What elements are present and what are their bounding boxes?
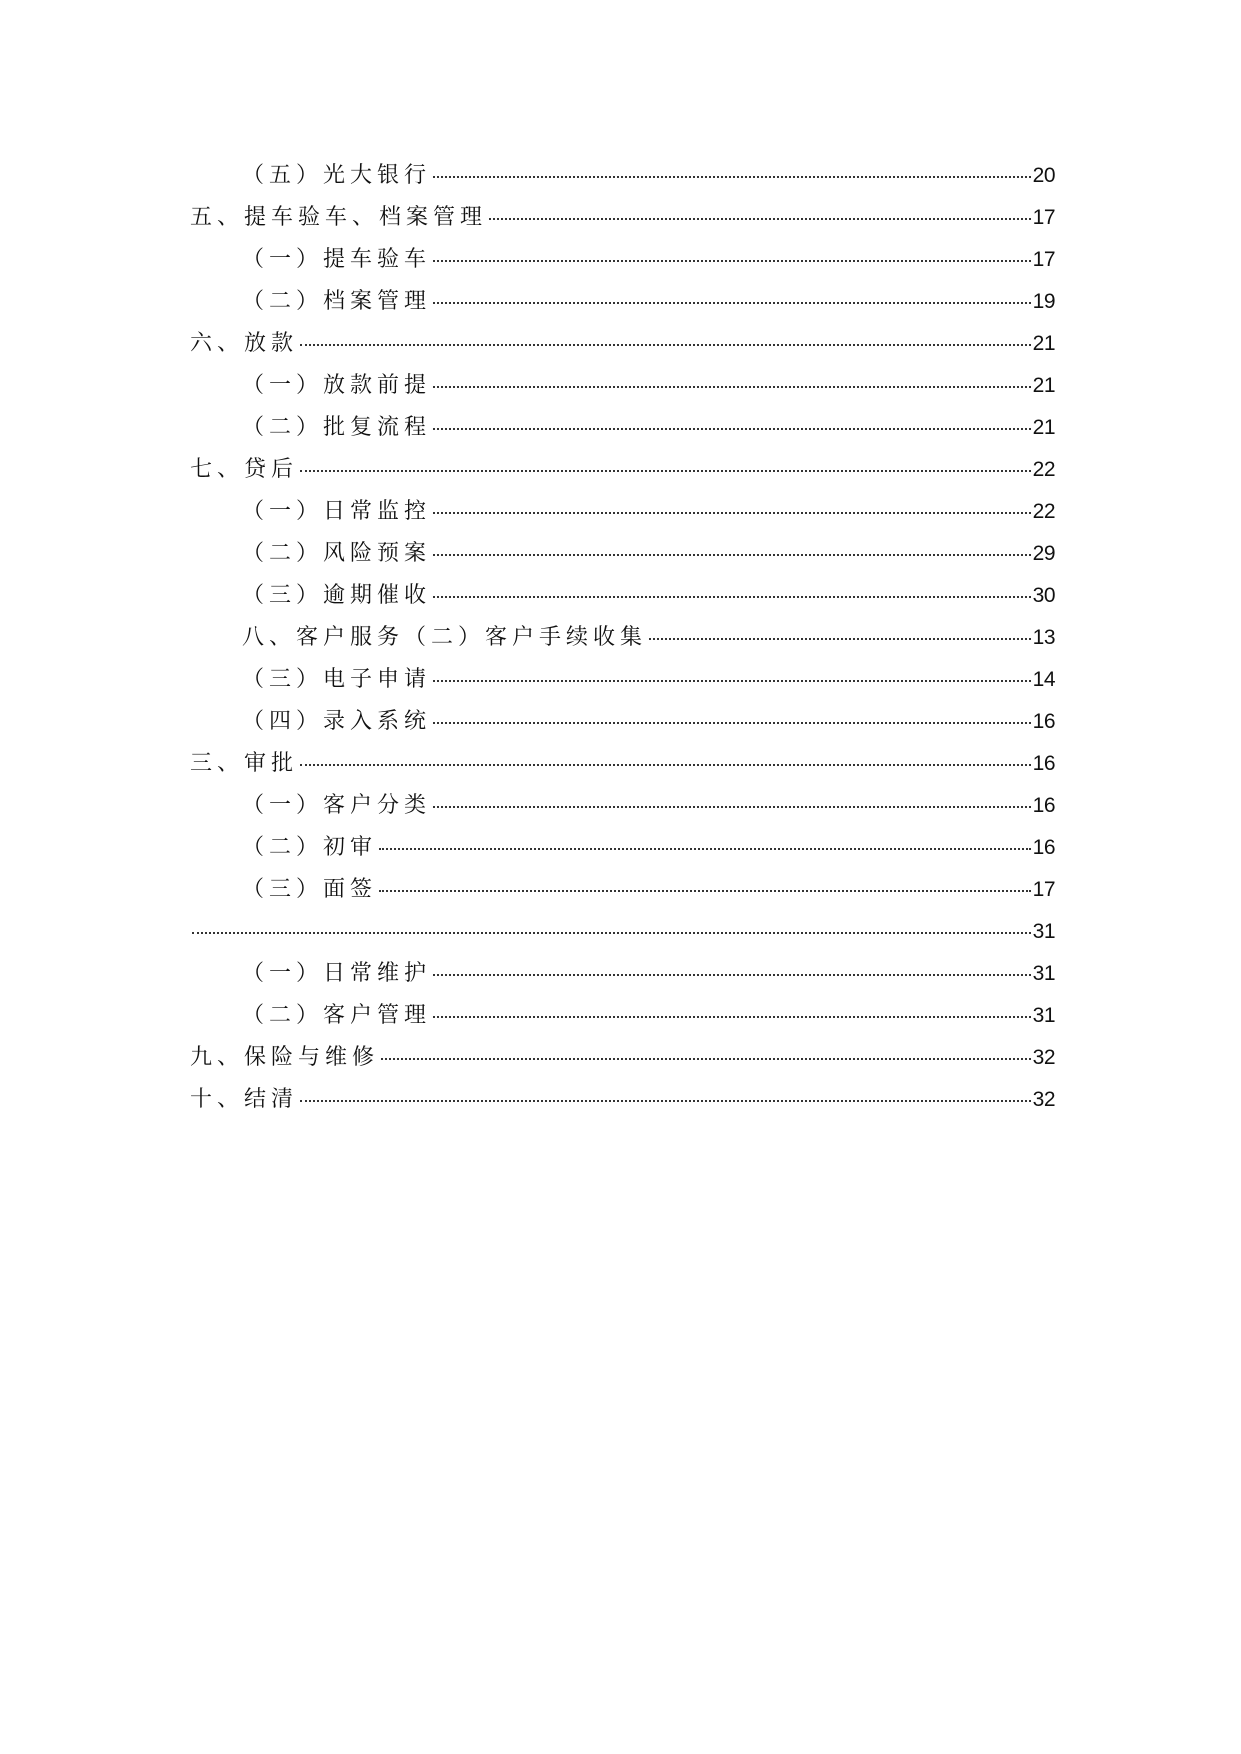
toc-entry-title: （一）客户分类: [242, 793, 432, 818]
table-of-contents: [190, 155, 1055, 1121]
toc-entry[interactable]: [190, 617, 1055, 659]
toc-entry-page: 29: [1032, 542, 1055, 565]
toc-entry-title: （二）风险预案: [242, 541, 432, 566]
toc-entry[interactable]: [190, 491, 1055, 533]
toc-entry-page: 22: [1032, 458, 1055, 481]
toc-entry-page: 17: [1032, 248, 1055, 271]
toc-entry-page: 17: [1032, 206, 1055, 229]
dot-leader: [433, 301, 1031, 304]
toc-entry-page: 32: [1032, 1046, 1055, 1069]
dot-leader: [381, 1057, 1031, 1060]
toc-entry-page: 16: [1032, 752, 1055, 775]
dot-leader: [300, 343, 1031, 346]
dot-leader: [300, 1099, 1031, 1102]
toc-entry[interactable]: [190, 155, 1055, 197]
toc-entry-page: 31: [1032, 1004, 1055, 1027]
toc-entry-page: 22: [1032, 500, 1055, 523]
dot-leader: [433, 721, 1031, 724]
toc-entry-title: （二）档案管理: [242, 289, 432, 314]
dot-leader: [433, 511, 1031, 514]
toc-entry-title: （二）批复流程: [242, 415, 432, 440]
toc-entry[interactable]: [190, 575, 1055, 617]
dot-leader: [433, 805, 1031, 808]
toc-entry[interactable]: [190, 953, 1055, 995]
toc-entry-title: 六、放款: [190, 331, 299, 356]
dot-leader: [433, 259, 1031, 262]
dot-leader: [300, 763, 1031, 766]
toc-entry[interactable]: [190, 365, 1055, 407]
toc-entry[interactable]: [190, 197, 1055, 239]
toc-entry-page: 21: [1032, 332, 1055, 355]
dot-leader: [489, 217, 1031, 220]
dot-leader: [433, 175, 1031, 178]
toc-entry[interactable]: [190, 743, 1055, 785]
toc-entry[interactable]: [190, 827, 1055, 869]
toc-entry-page: 16: [1032, 710, 1055, 733]
dot-leader: [433, 553, 1031, 556]
toc-entry[interactable]: [190, 1079, 1055, 1121]
dot-leader: [433, 385, 1031, 388]
toc-entry-title: 八、客户服务（二）客户手续收集: [242, 625, 648, 650]
toc-entry-title: （四）录入系统: [242, 709, 432, 734]
toc-entry[interactable]: [190, 995, 1055, 1037]
dot-leader: [433, 679, 1031, 682]
toc-entry-title: （一）提车验车: [242, 247, 432, 272]
toc-entry-title: 九、保险与维修: [190, 1045, 380, 1070]
dot-leader: [192, 931, 1031, 934]
toc-entry-page: 16: [1032, 794, 1055, 817]
toc-entry-page: 21: [1032, 374, 1055, 397]
dot-leader: [433, 427, 1031, 430]
toc-entry-title: （三）电子申请: [242, 667, 432, 692]
toc-entry-title: （一）放款前提: [242, 373, 432, 398]
toc-entry-title: 三、审批: [190, 751, 299, 776]
toc-entry[interactable]: [190, 533, 1055, 575]
toc-entry-page: 19: [1032, 290, 1055, 313]
dot-leader: [433, 595, 1031, 598]
toc-entry[interactable]: [190, 281, 1055, 323]
toc-entry[interactable]: [190, 407, 1055, 449]
toc-entry-page: 30: [1032, 584, 1055, 607]
toc-entry-title: （二）初审: [242, 835, 378, 860]
toc-entry[interactable]: [190, 239, 1055, 281]
toc-entry[interactable]: [190, 701, 1055, 743]
dot-leader: [379, 889, 1031, 892]
toc-entry-page: 16: [1032, 836, 1055, 859]
toc-entry-page: 20: [1032, 164, 1055, 187]
dot-leader: [433, 973, 1031, 976]
toc-entry[interactable]: [190, 323, 1055, 365]
dot-leader: [300, 469, 1031, 472]
dot-leader: [649, 637, 1031, 640]
toc-entry-page: 17: [1032, 878, 1055, 901]
toc-entry-page: 32: [1032, 1088, 1055, 1111]
toc-entry[interactable]: [190, 785, 1055, 827]
toc-entry-page: 31: [1032, 962, 1055, 985]
toc-entry[interactable]: [190, 869, 1055, 911]
toc-entry[interactable]: [190, 659, 1055, 701]
toc-entry-title: （三）逾期催收: [242, 583, 432, 608]
toc-entry-title: （一）日常监控: [242, 499, 432, 524]
toc-entry-page: 21: [1032, 416, 1055, 439]
toc-entry[interactable]: [190, 911, 1055, 953]
toc-entry-title: （三）面签: [242, 877, 378, 902]
toc-entry-title: （一）日常维护: [242, 961, 432, 986]
toc-entry-title: 七、贷后: [190, 457, 299, 482]
toc-entry-title: 十、结清: [190, 1087, 299, 1112]
toc-entry[interactable]: [190, 1037, 1055, 1079]
toc-entry-title: （二）客户管理: [242, 1003, 432, 1028]
toc-entry-page: 14: [1032, 668, 1055, 691]
toc-entry-page: 13: [1032, 626, 1055, 649]
toc-entry-title: （五）光大银行: [242, 163, 432, 188]
dot-leader: [379, 847, 1031, 850]
dot-leader: [433, 1015, 1031, 1018]
toc-entry-title: 五、提车验车、档案管理: [190, 205, 488, 230]
toc-entry-page: 31: [1032, 920, 1055, 943]
toc-entry[interactable]: [190, 449, 1055, 491]
